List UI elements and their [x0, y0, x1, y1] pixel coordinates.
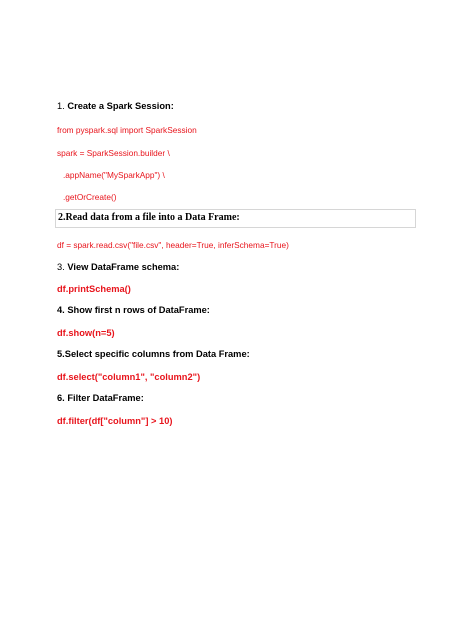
document-body: [57, 99, 419, 426]
section-1-title: Create a Spark Session:: [67, 101, 174, 111]
code-show: df.show(n=5): [57, 328, 115, 338]
section-4-heading: 4. Show first n rows of DataFrame:: [57, 305, 210, 315]
section-3-title: View DataFrame schema:: [67, 262, 180, 272]
code-read-csv: df = spark.read.csv("file.csv", header=True, inferSchema=True): [57, 240, 289, 250]
section-1-heading: [57, 99, 419, 113]
code-line-builder: spark = SparkSession.builder \: [57, 148, 170, 158]
code-line-appname: .appName("MySparkApp") \: [63, 170, 165, 180]
section-3-number: 3.: [57, 262, 65, 272]
section-6-heading: 6. Filter DataFrame:: [57, 393, 144, 403]
section-2-heading: 2.Read data from a file into a Data Frame:: [55, 209, 416, 228]
code-filter: df.filter(df["column"] > 10): [57, 416, 173, 426]
code-select: df.select("column1", "column2"): [57, 372, 201, 382]
section-5-heading: 5.Select specific columns from Data Frame:: [57, 349, 250, 359]
code-line-getorcreate: .getOrCreate(): [63, 192, 117, 202]
section-1-number: 1.: [57, 101, 65, 111]
section-3-heading: [57, 260, 419, 274]
code-print-schema: df.printSchema(): [57, 284, 131, 294]
code-line-import: from pyspark.sql import SparkSession: [57, 125, 197, 135]
